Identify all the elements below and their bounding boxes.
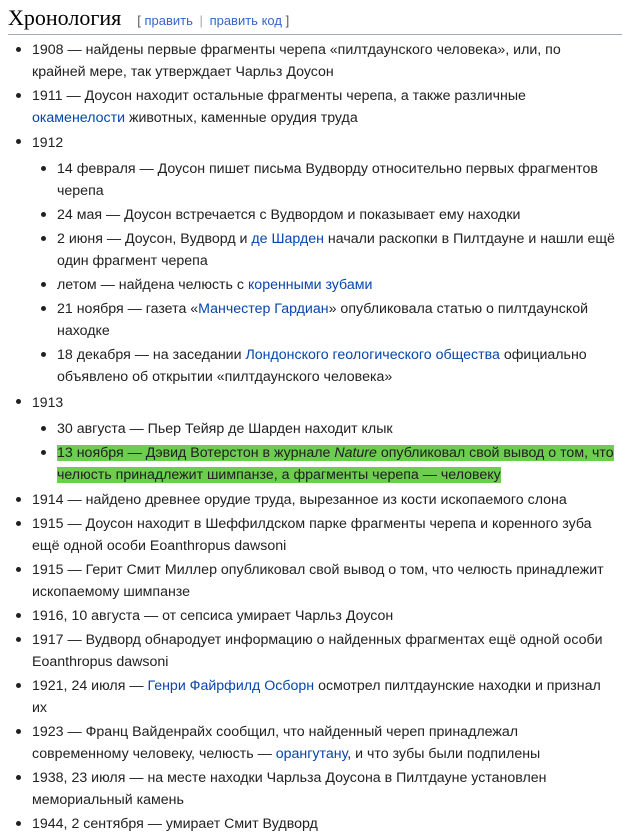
item-text: летом — найдена челюсть с (57, 277, 248, 293)
edit-section-links (137, 13, 289, 28)
item-text: 2 июня — Доусон, Вудворд и (57, 231, 252, 247)
item-content (57, 207, 520, 223)
item-text: 1908 — найдены первые фрагменты черепа «пилтдаунского человека», или, по крайней мере, так утверждает Чарльз Доусон (32, 42, 561, 80)
item-text: 1915 — Доусон находит в Шеффилдском парке фрагменты черепа и коренного зуба ещё одной особи Eoanthropus dawsoni (32, 516, 592, 554)
wiki-link[interactable]: Манчестер Гардиан (198, 301, 329, 317)
item-line (32, 489, 618, 511)
bullet-icon (16, 613, 21, 618)
item-text: опубликовал свой вывод о том, что челюсть принадлежит шимпанзе, а фрагменты черепа — человеку (57, 445, 614, 483)
item-text: 18 декабря — на заседании (57, 347, 246, 363)
close-bracket: ] (285, 13, 290, 28)
bullet-icon (41, 450, 46, 455)
list-item (0, 488, 634, 512)
item-line (57, 274, 618, 296)
open-bracket: [ (137, 13, 141, 28)
item-text: » опубликовала статью о пилтдаунской находке (57, 301, 589, 339)
list-item (0, 390, 634, 488)
list-item (0, 84, 634, 130)
bullet-icon (41, 306, 46, 311)
item-line (57, 158, 618, 202)
chronology-list (0, 38, 634, 836)
list-item (0, 720, 634, 766)
bullet-icon (16, 399, 21, 404)
item-text: животных, каменные орудия труда (125, 110, 358, 126)
item-text: официально объявлено об открытии «пилтдаунского человека» (57, 347, 587, 385)
item-text: 1916, 10 августа — от сепсиса умирает Чарльз Доусон (32, 608, 394, 624)
item-content (57, 161, 598, 199)
item-line (32, 85, 618, 129)
bullet-icon (16, 821, 21, 826)
item-content (57, 421, 393, 437)
bullet-icon (16, 93, 21, 98)
item-text: 1911 — Доусон находит остальные фрагменты черепа, а также различные (32, 88, 526, 104)
item-line (32, 767, 618, 811)
list-item (0, 628, 634, 674)
item-line (57, 228, 618, 272)
item-text: 21 ноября — газета « (57, 301, 199, 317)
item-content (57, 301, 588, 339)
item-line (57, 298, 618, 342)
year-label: 1913 (32, 394, 64, 410)
chronology-content (0, 38, 634, 836)
item-line (32, 813, 618, 835)
list-item (0, 558, 634, 604)
item-text: 1921, 24 июля — (32, 678, 148, 694)
bullet-icon (41, 426, 46, 431)
item-text: 24 мая — Доусон встречается с Вудвордом и показывает ему находки (57, 207, 521, 223)
item-text: 1938, 23 июля — на месте находки Чарльза Доусона в Пилтдауне установлен мемориальный камень (32, 770, 547, 808)
nested-list-item (33, 227, 618, 273)
highlighted-text (57, 445, 614, 483)
list-item (0, 812, 634, 836)
nested-list-item (33, 343, 618, 389)
nested-list-item (33, 273, 618, 297)
bullet-icon (16, 637, 21, 642)
item-line (57, 418, 618, 440)
edit-link[interactable]: править (144, 13, 193, 28)
bullet-icon (16, 683, 21, 688)
item-text: 1923 — Франц Вайденрайх сообщил, что найденный череп принадлежал современному человеку, челюсть — (32, 724, 519, 762)
item-text: 1915 — Герит Смит Миллер опубликовал свой вывод о том, что челюсть принадлежит ископаемому шимпанзе (32, 562, 604, 600)
item-text: , и что зубы были подпилены (347, 746, 541, 762)
nested-list (33, 157, 618, 389)
item-text: 1944, 2 сентября — умирает Смит Вудворд (32, 816, 318, 832)
section-heading (8, 4, 622, 35)
edit-separator: | (199, 13, 203, 28)
bullet-icon (16, 139, 21, 144)
list-item (0, 766, 634, 812)
item-line (57, 344, 618, 388)
list-item (0, 674, 634, 720)
wiki-link[interactable]: орангутану (275, 746, 348, 762)
wiki-link[interactable]: окаменелости (32, 110, 126, 126)
list-item (0, 38, 634, 84)
bullet-icon (41, 282, 46, 287)
bullet-icon (41, 212, 46, 217)
item-line (32, 629, 618, 673)
wiki-link[interactable]: Лондонского геологического общества (245, 347, 500, 363)
edit-code-link[interactable]: править код (209, 13, 282, 28)
wiki-link[interactable]: де Шарден (251, 231, 324, 247)
nested-list-item (33, 417, 618, 441)
nested-list-item (33, 203, 618, 227)
list-item (0, 604, 634, 628)
item-text: 30 августа — Пьер Тейяр де Шарден находит клык (57, 421, 393, 437)
item-content (57, 231, 615, 269)
bullet-icon (16, 521, 21, 526)
wiki-link[interactable]: Генри Файрфилд Осборн (147, 678, 315, 694)
item-content (57, 347, 587, 385)
item-text: осмотрел пилтдаунские находки и признал их (32, 678, 601, 716)
italic-text: Nature (334, 445, 377, 461)
wiki-link[interactable]: коренными зубами (247, 277, 373, 293)
section-title: Хронология (8, 5, 122, 30)
item-content (57, 277, 372, 293)
item-line (32, 675, 618, 719)
item-text: 1914 — найдено древнее орудие труда, вырезанное из кости ископаемого слона (32, 492, 567, 508)
bullet-icon (41, 236, 46, 241)
bullet-icon (16, 47, 21, 52)
bullet-icon (16, 729, 21, 734)
bullet-icon (16, 567, 21, 572)
item-text: 1917 — Вудворд обнародует информацию о найденных фрагментах ещё одной особи Eoanthropus dawsoni (32, 632, 603, 670)
item-line (32, 559, 618, 603)
list-item (0, 512, 634, 558)
item-text: начали раскопки в Пилтдауне и нашли ещё один фрагмент черепа (57, 231, 615, 269)
nested-list-item (33, 297, 618, 343)
nested-list (33, 417, 618, 487)
nested-list-item (33, 441, 618, 487)
bullet-icon (41, 352, 46, 357)
item-line (32, 513, 618, 557)
bullet-icon (16, 775, 21, 780)
item-line (32, 605, 618, 627)
item-text: 14 февраля — Доусон пишет письма Вудворду относительно первых фрагментов черепа (57, 161, 598, 199)
item-line (32, 721, 618, 765)
bullet-icon (41, 166, 46, 171)
bullet-icon (16, 497, 21, 502)
item-line (57, 442, 618, 486)
item-text: 13 ноября — Дэвид Вотерстон в журнале (57, 445, 335, 461)
item-line (32, 39, 618, 83)
nested-list-item (33, 157, 618, 203)
item-line (57, 204, 618, 226)
list-item (0, 130, 634, 390)
year-label: 1912 (32, 134, 64, 150)
